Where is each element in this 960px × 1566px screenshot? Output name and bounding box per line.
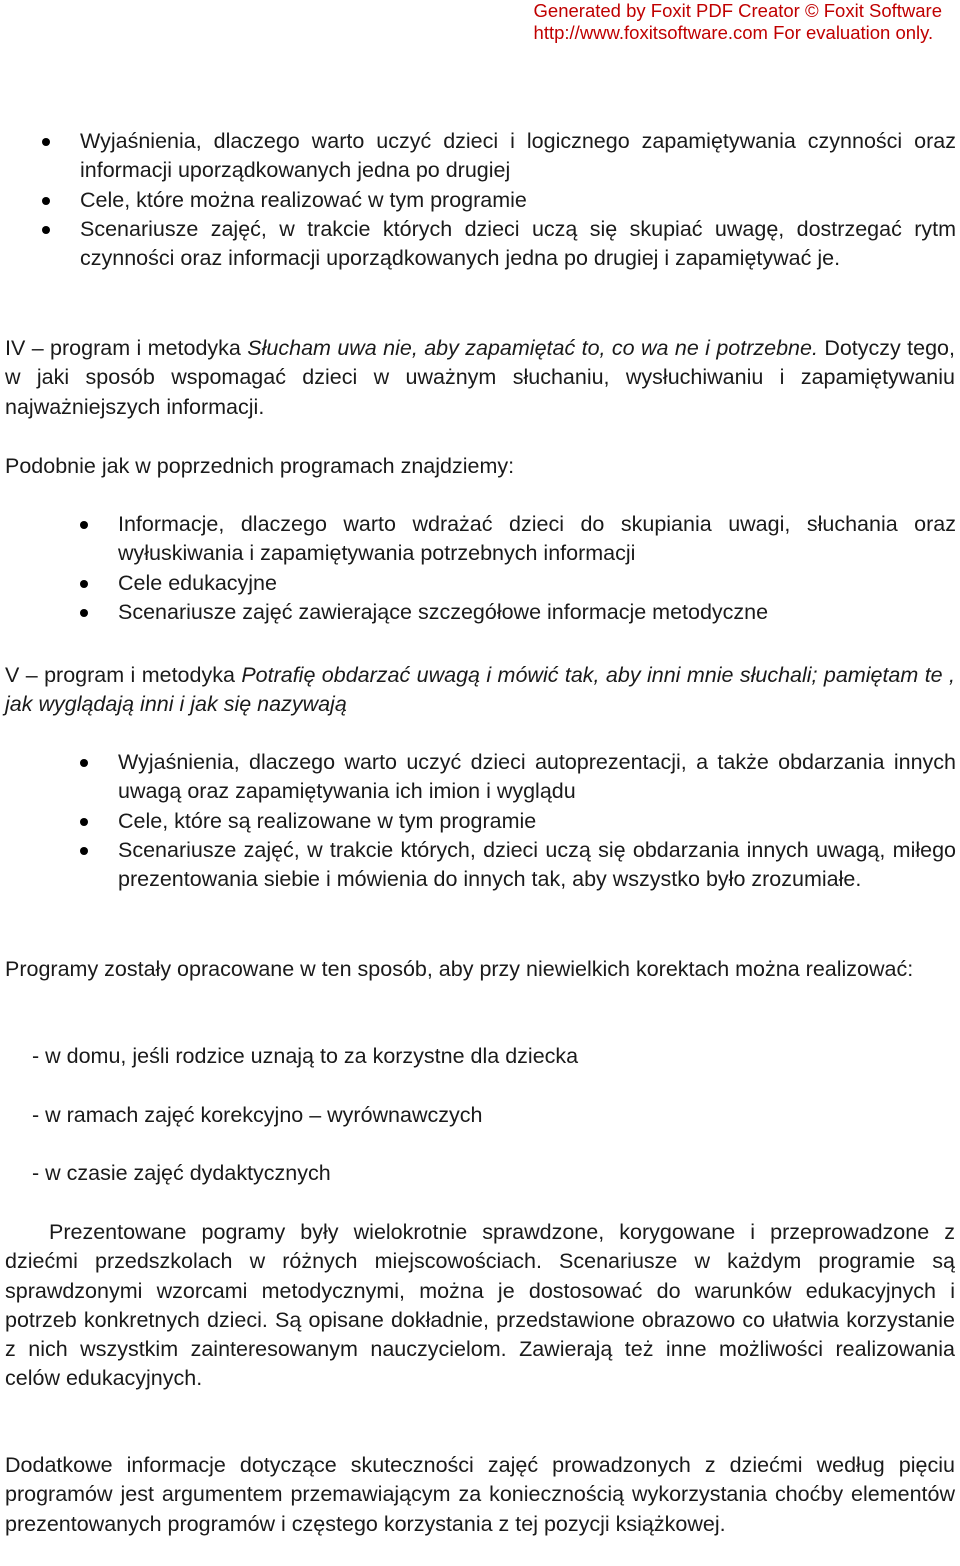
list-item: Cele edukacyjne xyxy=(118,569,956,598)
foxit-watermark xyxy=(534,0,942,43)
paragraph-dodatkowe: Dodatkowe informacje dotyczące skuteczności zajęć prowadzonych z dziećmi według pięciu programów jest argumentem przemawiającym za koniecznością wykorzystania choćby elementów prezentowanych programów i częstego korzystania z tej pozycji książkowej. xyxy=(5,1453,955,1536)
paragraph-program-iv xyxy=(5,334,955,422)
list-item: Scenariusze zajęć zawierające szczegółowe informacje metodyczne xyxy=(118,598,956,627)
paragraph-programy: Programy zostały opracowane w ten sposób, aby przy niewielkich korektach można realizować: xyxy=(5,957,914,981)
paragraph-prezentowane-text: Prezentowane pogramy były wielokrotnie sprawdzone, korygowane i przeprowadzone z dziećmi przedszkolach w różnych miejscowościach. Scenariusze w każdym programie są sprawdzonymi wzorcami metodycznymi, można je dostosować do warunków edukacyjnych i potrzeb konkretnych dzieci. Są opisane dokładnie, przedstawione obrazowo co ułatwia korzystanie z nich wszystkim zainteresowanym nauczycielom. Zawierają też inne możliwości realizowania celów edukacyjnych. xyxy=(5,1220,955,1391)
list-item: Scenariusze zajęć, w trakcie których dzieci uczą się skupiać uwagę, dostrzegać rytm czynności oraz informacji uporządkowanych jedna po drugiej i zapamiętywać je. xyxy=(80,215,956,274)
watermark-line-2: http://www.foxitsoftware.com For evaluation only. xyxy=(533,21,934,43)
program-iv-lead: IV – program i metodyka xyxy=(5,336,248,360)
bullet-list-section-3 xyxy=(118,748,956,894)
paragraph-program-v xyxy=(5,661,955,720)
list-item: Cele, które są realizowane w tym programie xyxy=(118,807,956,836)
program-iv-description: Dotyczy tego, w jaki sposób wspomagać dzieci w uważnym słuchaniu, wysłuchiwaniu i zapamiętywaniu najważniejszych informacji. xyxy=(5,336,955,419)
list-item: Cele, które można realizować w tym programie xyxy=(80,186,956,215)
watermark-line-1: Generated by Foxit PDF Creator © Foxit Software xyxy=(533,0,942,21)
dash-item-didactic: - w czasie zajęć dydaktycznych xyxy=(32,1161,331,1185)
bullet-list-section-2 xyxy=(118,510,956,627)
list-item: Scenariusze zajęć, w trakcie których, dzieci uczą się obdarzania innych uwagą, miłego prezentowania siebie i mówienia do innych tak, aby wszystko było zrozumiałe. xyxy=(118,836,956,895)
bullet-list-section-1 xyxy=(80,127,956,273)
list-item: Wyjaśnienia, dlaczego warto uczyć dzieci autoprezentacji, a także obdarzania innych uwagą oraz zapamiętywania ich imion i wyglądu xyxy=(118,748,956,807)
program-iv-title: Słucham uwa nie, aby zapamiętać to, co wa ne i potrzebne. xyxy=(247,336,818,360)
program-v-title: Potrafię obdarzać uwagą i mówić tak, aby inni mnie słuchali; pamiętam te , jak wyglądają inni i jak się nazywają xyxy=(5,663,955,717)
list-item: Informacje, dlaczego warto wdrażać dzieci do skupiania uwagi, słuchania oraz wyłuskiwania i zapamiętywania potrzebnych informacji xyxy=(118,510,956,569)
program-v-lead: V – program i metodyka xyxy=(5,663,242,687)
paragraph-podobnie: Podobnie jak w poprzednich programach znajdziemy: xyxy=(5,454,515,478)
paragraph-prezentowane xyxy=(5,1218,955,1394)
dash-item-corrective: - w ramach zajęć korekcyjno – wyrównawczych xyxy=(32,1103,483,1127)
list-item: Wyjaśnienia, dlaczego warto uczyć dzieci i logicznego zapamiętywania czynności oraz informacji uporządkowanych jedna po drugiej xyxy=(80,127,956,186)
dash-item-home: - w domu, jeśli rodzice uznają to za korzystne dla dziecka xyxy=(32,1044,579,1068)
